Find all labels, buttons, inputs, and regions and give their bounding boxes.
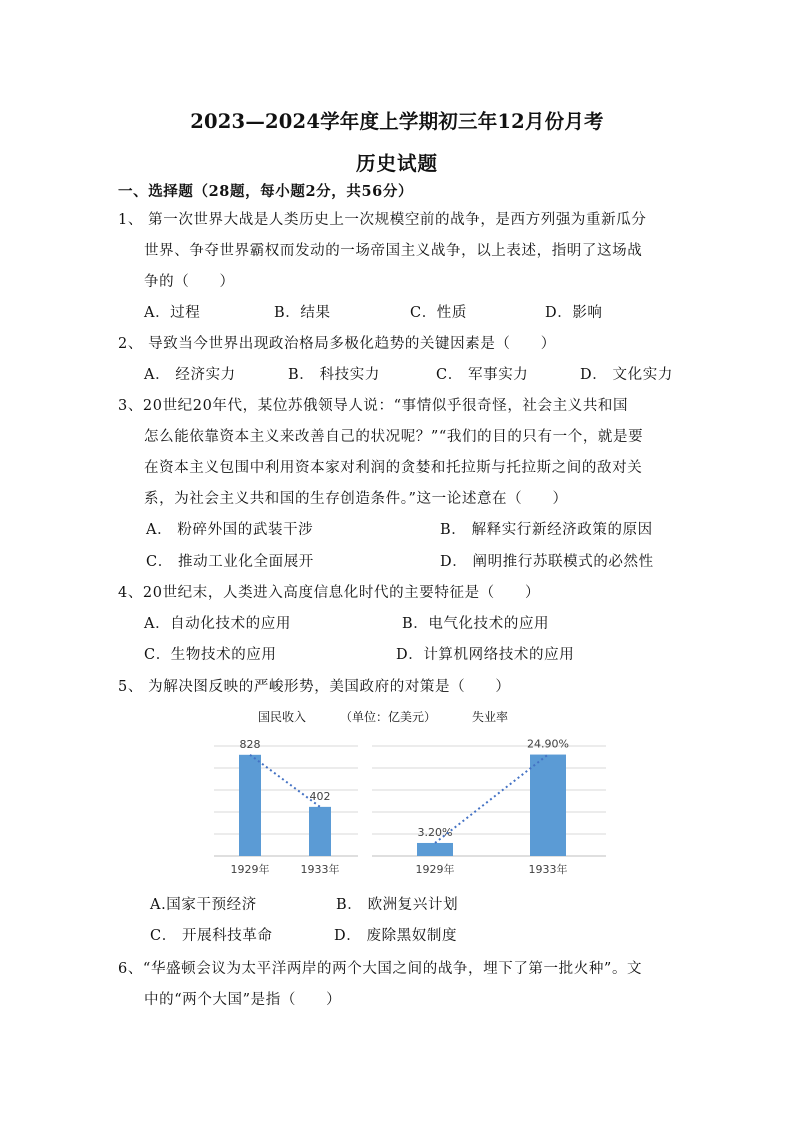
- q4-option-b[interactable]: B．电气化技术的应用: [402, 616, 550, 632]
- q3-option-c[interactable]: C． 推动工业化全面展开: [146, 554, 314, 570]
- chart-left-tick-label-1: 1933年: [300, 863, 340, 876]
- q1-option-d[interactable]: D．影响: [545, 305, 603, 321]
- chart-right-tick-label-1: 1933年: [528, 863, 568, 876]
- chart-caption-unit: （单位：亿美元）: [340, 710, 437, 724]
- chart-right-bar-1: [530, 755, 566, 856]
- chart-right-bar-0: [417, 843, 453, 856]
- q2-option-d[interactable]: D． 文化实力: [580, 367, 673, 383]
- chart-left-tick-label-0: 1929年: [230, 863, 270, 876]
- q5-option-d[interactable]: D． 废除黑奴制度: [334, 928, 458, 944]
- chart-left-data-label-1: 402: [309, 789, 331, 803]
- q5-line-1: 5、 为解决图反映的严峻形势，美国政府的对策是（ ）: [118, 679, 511, 695]
- section-heading: 一、选择题（28题，每小题2分，共56分）: [118, 183, 414, 200]
- q5-option-b[interactable]: B． 欧洲复兴计划: [336, 897, 459, 913]
- q4-option-d[interactable]: D．计算机网络技术的应用: [396, 647, 575, 663]
- q2-option-b[interactable]: B． 科技实力: [288, 367, 380, 383]
- chart-caption-left: 国民收入: [258, 710, 307, 724]
- q3-option-b[interactable]: B． 解释实行新经济政策的原因: [440, 522, 653, 538]
- q5-option-a[interactable]: A.国家干预经济: [150, 897, 257, 913]
- q3-line-3: 在资本主义包围中利用资本家对利润的贪婪和托拉斯与托拉斯之间的敌对关: [144, 460, 643, 476]
- q3-line-4: 系，为社会主义共和国的生存创造条件。”这一论述意在（ ）: [144, 491, 568, 507]
- q4-line-1: 4、20世纪末，人类进入高度信息化时代的主要特征是（ ）: [118, 585, 541, 601]
- q2-option-c[interactable]: C． 军事实力: [436, 367, 529, 383]
- q1-line-2: 世界、争夺世界霸权而发动的一场帝国主义战争，以上表述，指明了这场战: [144, 243, 643, 259]
- q1-line-1: 1、 第一次世界大战是人类历史上一次规模空前的战争，是西方列强为重新瓜分: [118, 212, 647, 228]
- exam-subtitle: 历史试题: [355, 152, 438, 175]
- chart-left-data-label-0: 828: [239, 737, 261, 751]
- q2-line-1: 2、 导致当今世界出现政治格局多极化趋势的关键因素是（ ）: [118, 336, 556, 352]
- q3-option-a[interactable]: A． 粉碎外国的武装干涉: [146, 522, 314, 538]
- chart-left-bar-1: [309, 807, 331, 856]
- q6-line-2: 中的“两个大国”是指（ ）: [144, 992, 342, 1008]
- q1-option-a[interactable]: A．过程: [144, 305, 201, 321]
- chart-right-tick-label-0: 1929年: [415, 863, 455, 876]
- exam-title: 2023—2024学年度上学期初三年12月份月考: [190, 110, 604, 133]
- chart-right-data-label-0: 3.20%: [417, 825, 453, 839]
- chart-left-bar-0: [239, 755, 261, 856]
- q1-option-c[interactable]: C．性质: [410, 305, 467, 321]
- q1-option-b[interactable]: B．结果: [274, 305, 331, 321]
- chart-right-data-label-1: 24.90%: [527, 737, 569, 751]
- q3-line-2: 怎么能依靠资本主义来改善自己的状况呢？”“我们的目的只有一个，就是要: [144, 429, 644, 445]
- q3-line-1: 3、20世纪20年代，某位苏俄领导人说：“事情似乎很奇怪，社会主义共和国: [118, 398, 629, 414]
- q4-option-c[interactable]: C．生物技术的应用: [144, 647, 277, 663]
- q5-option-c[interactable]: C． 开展科技革命: [150, 928, 273, 944]
- q1-line-3: 争的（ ）: [144, 274, 235, 290]
- q3-option-d[interactable]: D． 阐明推行苏联模式的必然性: [440, 554, 654, 570]
- chart-caption-right: 失业率: [472, 710, 509, 724]
- q2-option-a[interactable]: A． 经济实力: [144, 367, 236, 383]
- q4-option-a[interactable]: A．自动化技术的应用: [144, 616, 291, 632]
- q6-line-1: 6、“华盛顿会议为太平洋两岸的两个大国之间的战争，埋下了第一批火种”。文: [118, 961, 643, 977]
